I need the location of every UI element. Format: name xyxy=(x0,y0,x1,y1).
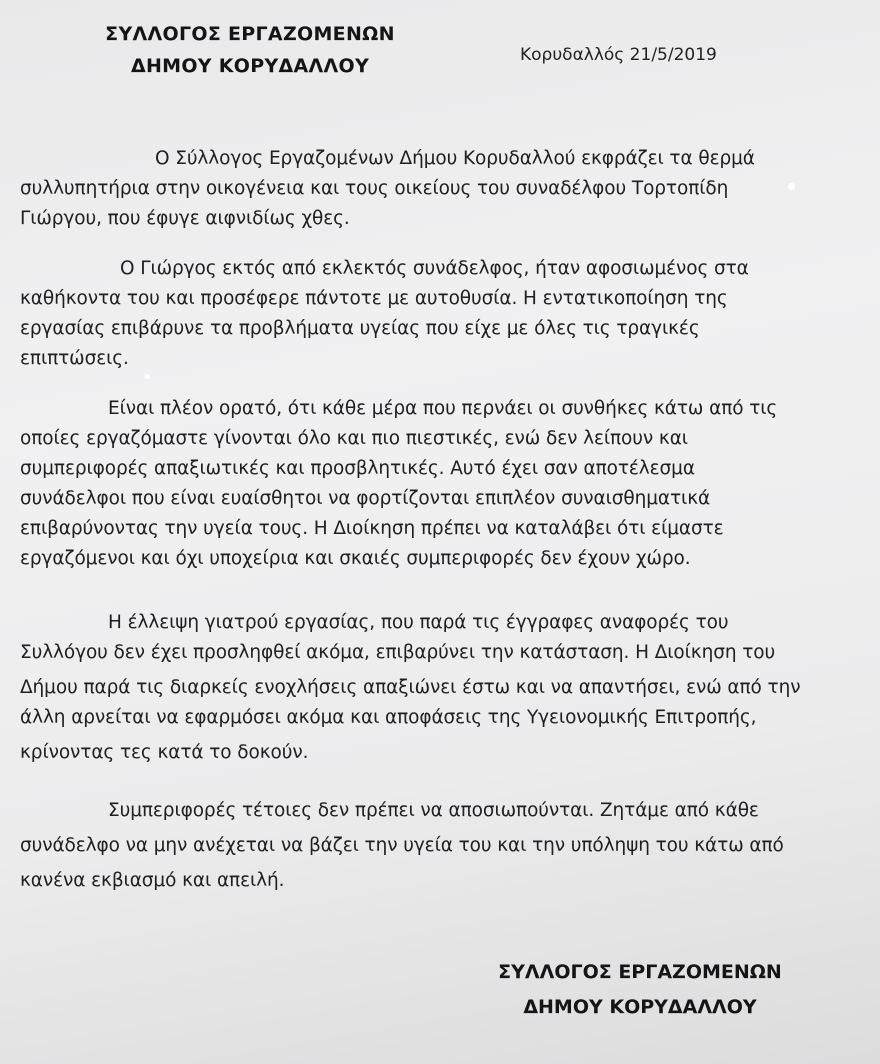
paragraph-2-line: επιπτώσεις. xyxy=(20,348,129,369)
letterhead xyxy=(100,18,400,82)
letterhead-line2: ΔΗΜΟΥ ΚΟΡΥΔΑΛΛΟΥ xyxy=(130,55,370,77)
paragraph-2-line: καθήκοντα του και προσέφερε πάντοτε με αυτοθυσία. Η εντατικοποίηση της xyxy=(20,288,728,309)
paragraph-3-line: επιβαρύνοντας την υγεία τους. Η Διοίκηση πρέπει να καταλάβει ότι είμαστε xyxy=(20,518,724,539)
paragraph-4-line: κρίνοντας τες κατά το δοκούν. xyxy=(20,742,309,763)
paragraph-3-line: εργαζόμενοι και όχι υποχείρια και σκαιές συμπεριφορές δεν έχουν χώρο. xyxy=(20,548,691,569)
paragraph-3-line: οποίες εργαζόμαστε γίνονται όλο και πιο πιεστικές, ενώ δεν λείπουν και xyxy=(20,428,688,449)
paragraph-3-line: συνάδελφοι που είναι ευαίσθητοι να φορτίζονται επιπλέον συναισθηματικά xyxy=(20,488,711,509)
letterhead-line1: ΣΥΛΛΟΓΟΣ ΕΡΓΑΖΟΜΕΝΩΝ xyxy=(105,23,395,45)
paper-speck xyxy=(788,183,795,190)
paragraph-3-line: Είναι πλέον ορατό, ότι κάθε μέρα που περνάει οι συνθήκες κάτω από τις xyxy=(108,398,778,419)
signature-block xyxy=(465,955,815,1025)
paragraph-5-line: κανένα εκβιασμό και απειλή. xyxy=(20,870,285,891)
signature-line1: ΣΥΛΛΟΓΟΣ ΕΡΓΑΖΟΜΕΝΩΝ xyxy=(498,961,782,983)
paragraph-5-line: Συμπεριφορές τέτοιες δεν πρέπει να αποσιωπούνται. Ζητάμε από κάθε xyxy=(108,800,759,821)
paragraph-4-line: Συλλόγου δεν έχει προσληφθεί ακόμα, επιβαρύνει την κατάσταση. Η Διοίκηση του xyxy=(20,642,776,663)
paragraph-1-line: συλλυπητήρια στην οικογένεια και τους οικείους του συναδέλφου Τορτοπίδη xyxy=(20,178,729,199)
paragraph-3-line: συμπεριφορές απαξιωτικές και προσβλητικές. Αυτό έχει σαν αποτέλεσμα xyxy=(20,458,695,479)
paragraph-2-line: εργασίας επιβάρυνε τα προβλήματα υγείας που είχε με όλες τις τραγικές xyxy=(20,318,700,339)
paragraph-5-line: συνάδελφο να μην ανέχεται να βάζει την υγεία του και την υπόληψη του κάτω από xyxy=(20,835,784,856)
paragraph-4-line: Η έλλειψη γιατρού εργασίας, που παρά τις έγγραφες αναφορές του xyxy=(108,612,729,633)
signature-line2: ΔΗΜΟΥ ΚΟΡΥΔΑΛΛΟΥ xyxy=(523,996,757,1018)
paragraph-2-line: Ο Γιώργος εκτός από εκλεκτός συνάδελφος, ήταν αφοσιωμένος στα xyxy=(120,258,749,279)
paragraph-1-line: Ο Σύλλογος Εργαζομένων Δήμου Κορυδαλλού εκφράζει τα θερμά xyxy=(155,148,755,169)
paper-speck xyxy=(145,374,150,379)
paragraph-4-line: Δήμου παρά τις διαρκείς ενοχλήσεις απαξιώνει έστω και να απαντήσει, ενώ από την xyxy=(20,677,801,698)
document-date: Κορυδαλλός 21/5/2019 xyxy=(520,45,717,65)
paragraph-4-line: άλλη αρνείται να εφαρμόσει ακόμα και αποφάσεις της Υγειονομικής Επιτροπής, xyxy=(20,707,757,728)
paragraph-1-line: Γιώργου, που έφυγε αιφνιδίως χθες. xyxy=(20,208,350,229)
